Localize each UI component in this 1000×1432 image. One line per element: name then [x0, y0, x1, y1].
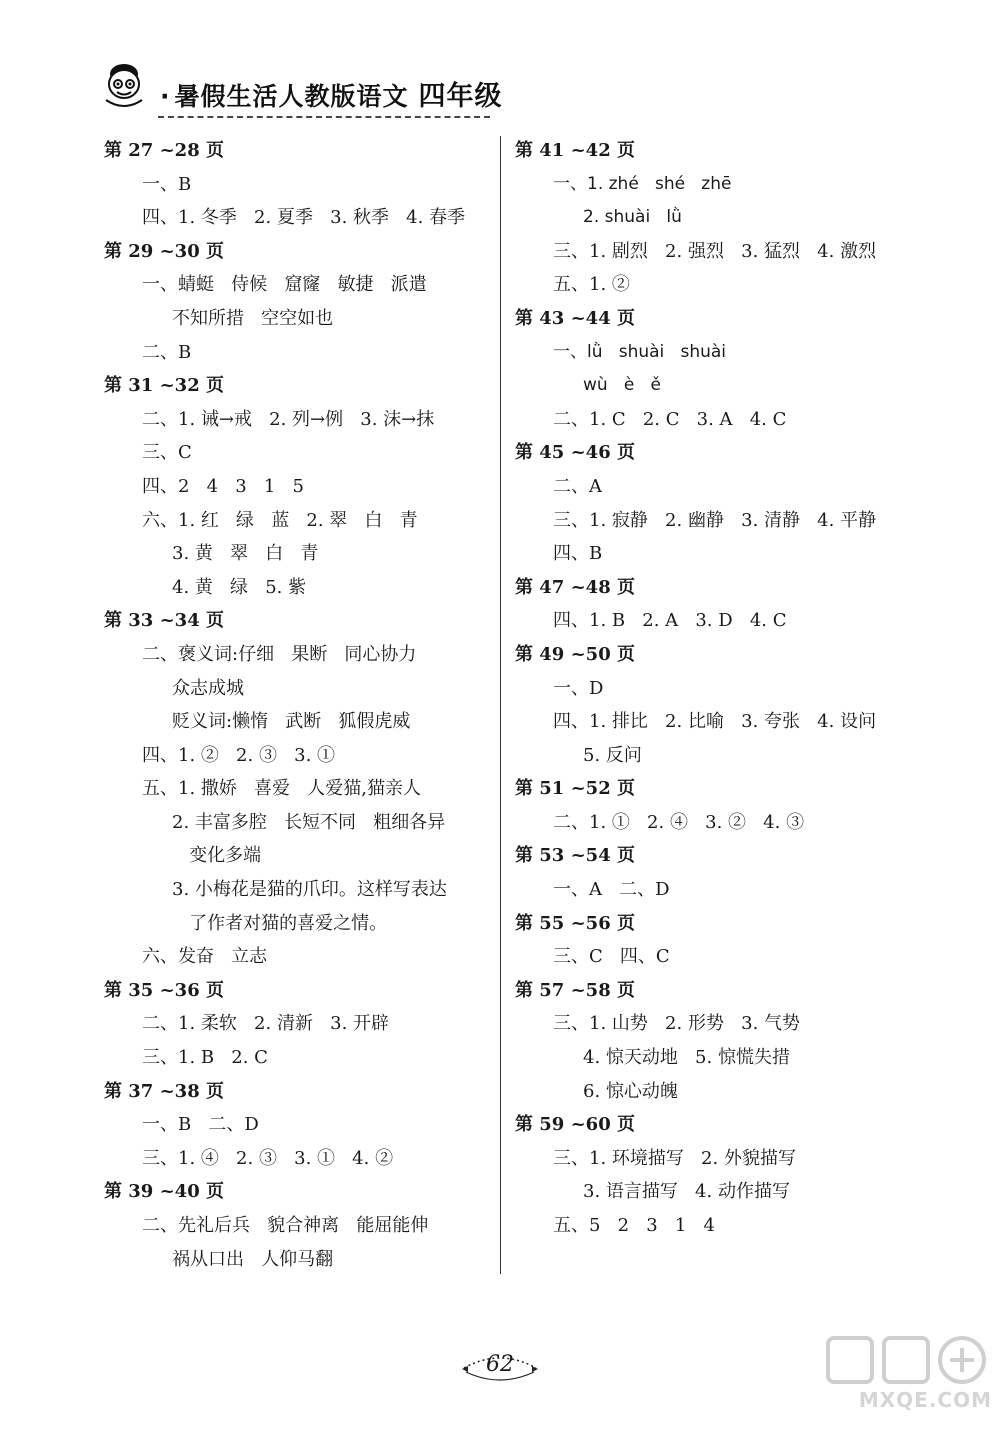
answer-line: 众志成城: [172, 677, 244, 699]
answer-line: 二、A: [553, 475, 602, 497]
page-range-heading: 第 55 ~56 页: [515, 912, 635, 934]
book-title: 暑假生活人教版语文: [174, 82, 409, 111]
answer-line: 四、B: [553, 543, 603, 565]
page-range-heading: 第 31 ~32 页: [104, 375, 224, 397]
answer-line: 2. shuài lǜ: [583, 207, 682, 228]
watermark-logo-icon: [822, 1330, 992, 1390]
answer-line: 二、1. 诫→戒 2. 列→例 3. 沫→抹: [142, 408, 435, 430]
page-range-heading: 第 49 ~50 页: [515, 643, 635, 665]
answer-line: 三、1. B 2. C: [142, 1047, 268, 1069]
page-range-heading: 第 33 ~34 页: [104, 610, 224, 632]
page-range-heading: 第 59 ~60 页: [515, 1114, 635, 1136]
page-range-heading: 第 27 ~28 页: [104, 140, 224, 161]
answer-line: 二、1. 柔软 2. 清新 3. 开辟: [142, 1013, 390, 1035]
answer-line: 三、1. 环境描写 2. 外貌描写: [553, 1147, 796, 1169]
answer-line: 一、1. zhé shé zhē: [553, 173, 732, 194]
answer-line: 四、2 4 3 1 5: [142, 475, 304, 497]
answer-line: 五、5 2 3 1 4: [553, 1215, 715, 1236]
answer-line: wù è ě: [583, 375, 662, 396]
page-range-heading: 第 43 ~44 页: [515, 307, 635, 329]
answer-line: 一、B 二、D: [142, 1114, 259, 1136]
watermark: [822, 1330, 992, 1426]
answer-line: 不知所措 空空如也: [172, 307, 334, 329]
answer-line: 一、D: [553, 677, 604, 699]
answer-line: 4. 惊天动地 5. 惊慌失措: [583, 1047, 790, 1069]
answer-line: 二、先礼后兵 貌合神离 能屈能伸: [142, 1215, 429, 1236]
answer-line: 四、1. 冬季 2. 夏季 3. 秋季 4. 春季: [142, 207, 466, 229]
page-number-badge: [458, 1342, 542, 1392]
answer-line: 四、1. B 2. A 3. D 4. C: [553, 610, 787, 632]
answer-line: 了作者对猫的喜爱之情。: [172, 912, 388, 934]
answer-line: 4. 黄 绿 5. 紫: [172, 576, 307, 598]
answer-column-right: [515, 134, 905, 1243]
page-range-heading: 第 35 ~36 页: [104, 979, 224, 1001]
answer-line: 3. 黄 翠 白 青: [172, 543, 319, 565]
watermark-text: MXQE.COM: [858, 1388, 992, 1412]
answer-line: 三、1. 山势 2. 形势 3. 气势: [553, 1013, 801, 1035]
answer-line: 三、1. 剧烈 2. 强烈 3. 猛烈 4. 激烈: [553, 240, 877, 262]
header-title: [160, 74, 503, 113]
page-range-heading: 第 45 ~46 页: [515, 442, 635, 464]
answer-line: 5. 反问: [583, 744, 642, 766]
answer-line: 6. 惊心动魄: [583, 1080, 678, 1102]
answer-line: 三、C 四、C: [553, 946, 670, 968]
answer-line: 五、1. ②: [553, 274, 630, 296]
answer-line: 一、B: [142, 173, 192, 195]
page-range-heading: 第 57 ~58 页: [515, 979, 635, 1001]
answer-line: 六、发奋 立志: [142, 946, 268, 968]
answer-line: 贬义词:懒惰 武断 狐假虎威: [172, 711, 411, 733]
page-range-heading: 第 51 ~52 页: [515, 778, 635, 800]
answer-line: 三、1. 寂静 2. 幽静 3. 清静 4. 平静: [553, 509, 877, 531]
answer-line: 二、B: [142, 341, 192, 363]
answer-line: 四、1. 排比 2. 比喻 3. 夸张 4. 设问: [553, 711, 877, 733]
cartoon-boy-mascot-icon: [100, 60, 148, 112]
answer-line: 一、A 二、D: [553, 879, 670, 901]
page-range-heading: 第 53 ~54 页: [515, 845, 635, 867]
answer-line: 三、C: [142, 442, 192, 464]
answer-line: 二、1. C 2. C 3. A 4. C: [553, 408, 787, 430]
page-range-heading: 第 37 ~38 页: [104, 1080, 224, 1102]
answer-line: 2. 丰富多腔 长短不同 粗细各异: [172, 811, 446, 833]
header-dot: ·: [160, 82, 171, 111]
answer-line: 二、褒义词:仔细 果断 同心协力: [142, 643, 417, 665]
page-range-heading: 第 41 ~42 页: [515, 140, 635, 161]
answer-line: 变化多端: [172, 845, 262, 867]
answer-line: 祸从口出 人仰马翻: [172, 1248, 334, 1270]
answer-line: 三、1. ④ 2. ③ 3. ① 4. ②: [142, 1147, 394, 1169]
column-divider: [500, 136, 501, 1274]
answer-column-left: [104, 134, 489, 1276]
answer-line: 二、1. ① 2. ④ 3. ② 4. ③: [553, 811, 805, 833]
page-range-heading: 第 29 ~30 页: [104, 240, 224, 262]
page-header: [100, 60, 520, 120]
answer-line: 六、1. 红 绿 蓝 2. 翠 白 青: [142, 509, 418, 531]
answer-line: 3. 语言描写 4. 动作描写: [583, 1181, 790, 1203]
answer-line: 一、lǜ shuài shuài: [553, 341, 727, 362]
page-number: 62: [486, 1352, 514, 1377]
header-dashed-rule: [158, 116, 490, 118]
answer-line: 一、蜻蜓 侍候 窟窿 敏捷 派遣: [142, 274, 427, 296]
answer-line: 3. 小梅花是猫的爪印。这样写表达: [172, 879, 447, 901]
answer-line: 五、1. 撒娇 喜爱 人爱猫,猫亲人: [142, 778, 421, 800]
page-range-heading: 第 47 ~48 页: [515, 576, 635, 598]
page-range-heading: 第 39 ~40 页: [104, 1181, 224, 1203]
answer-line: 四、1. ② 2. ③ 3. ①: [142, 744, 336, 766]
grade-label: 四年级: [418, 81, 503, 112]
